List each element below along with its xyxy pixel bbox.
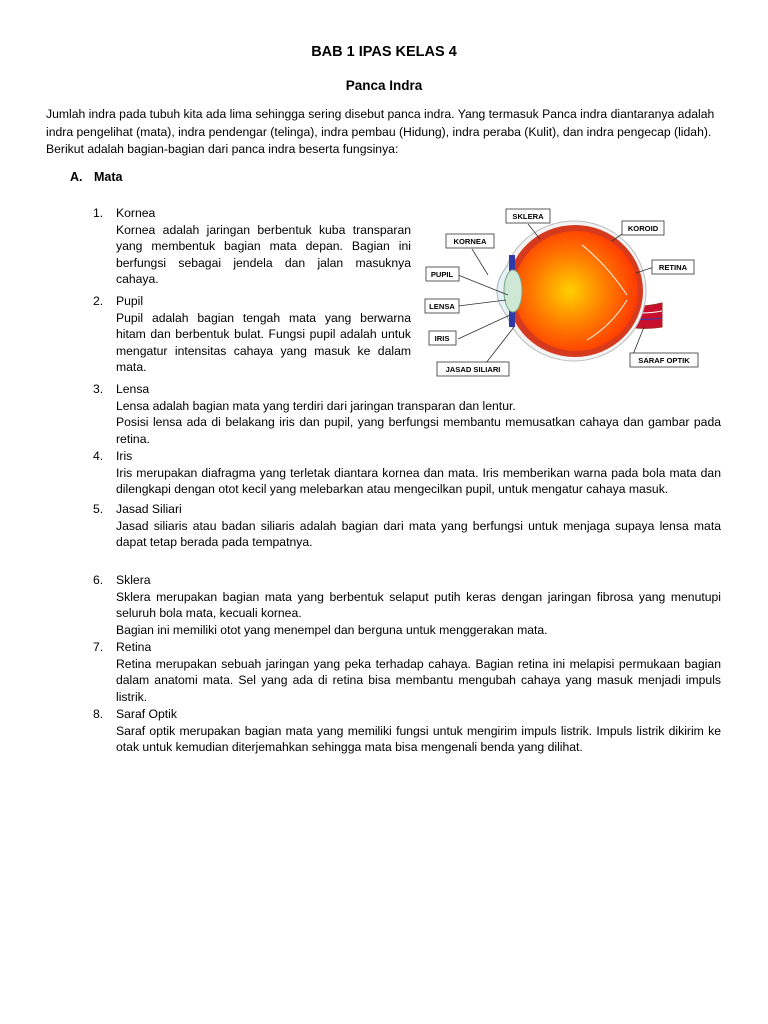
- item-title: Jasad Siliari: [116, 502, 182, 516]
- item-paragraph: Sklera merupakan bagian mata yang berbentuk selaput putih keras dengan jaringan fibrosa yang menutupi seluruh bola mata, kecuali kornea.: [116, 589, 721, 621]
- label-text: LENSA: [429, 302, 455, 311]
- label-kornea: [446, 234, 494, 248]
- section-title: Mata: [94, 170, 123, 184]
- label-text: KOROID: [627, 224, 659, 233]
- intro-paragraph: Jumlah indra pada tubuh kita ada lima sehingga sering disebut panca indra. Yang termasuk Panca indra diantaranya adalah indra pengelihat (mata), indra pendengar (telinga), indra pembau (Hidung), indra peraba (Kulit), dan indra pengecap (lidah). Berikut adalah bagian-bagian dari panca indra beserta fungsinya:: [46, 107, 715, 156]
- leader-iris: [458, 315, 510, 339]
- item-paragraph: Bagian ini memiliki otot yang menempel dan berguna untuk menggerakan mata.: [116, 622, 548, 637]
- item-body: [116, 723, 721, 756]
- label-text: PUPIL: [430, 270, 454, 279]
- item-title: Sklera: [116, 573, 151, 587]
- section-letter: A.: [70, 170, 83, 184]
- item-paragraph: Posisi lensa ada di belakang iris dan pupil, yang berfungsi membantu memusatkan cahaya dan gambar pada retina.: [116, 415, 721, 446]
- item-body: [116, 310, 411, 376]
- leader-jasad: [486, 327, 514, 363]
- label-text: SKLERA: [512, 212, 544, 221]
- item-body: [116, 222, 411, 288]
- item-title: Pupil: [116, 294, 144, 308]
- item-number: 2.: [93, 294, 104, 308]
- item-paragraph: Jasad siliaris atau badan siliaris adalah bagian dari mata yang berfungsi untuk menjaga supaya lensa mata dapat tetap berada pada tempatnya.: [116, 518, 721, 550]
- item-number: 1.: [93, 206, 104, 220]
- item-number: 6.: [93, 573, 104, 587]
- item-paragraph: Iris merupakan diafragma yang terletak diantara kornea dan mata. Iris memberikan warna pada bola mata dan dilengkapi dengan otot kecil yang melebarkan atau mengecilkan pupil, untuk mengatur cahaya masuk.: [116, 465, 721, 497]
- item-paragraph: Pupil adalah bagian tengah mata yang berwarna hitam dan berbentuk bulat. Fungsi pupil adalah untuk mengatur intensitas cahaya yang masuk ke dalam mata.: [116, 310, 411, 375]
- item-title: Iris: [116, 449, 133, 463]
- label-text: IRIS: [434, 334, 450, 343]
- item-body: [116, 398, 721, 448]
- label-sklera: [506, 209, 550, 223]
- label-koroid: [622, 221, 664, 235]
- item-number: 7.: [93, 640, 104, 654]
- item-paragraph: Retina merupakan sebuah jaringan yang peka terhadap cahaya. Bagian retina ini melapisi permukaan bagian dalam anatomi mata. Sel yang ada di retina bisa membantu mengubah cahaya yang masuk menjadi impuls listrik.: [116, 656, 721, 704]
- page-title: BAB 1 IPAS KELAS 4: [311, 44, 457, 60]
- section-heading: [70, 170, 122, 184]
- label-text: KORNEA: [453, 237, 487, 246]
- item-paragraph: Lensa adalah bagian mata yang terdiri dari jaringan transparan dan lentur.: [116, 398, 516, 413]
- item-number: 4.: [93, 449, 104, 463]
- item-body: [116, 589, 721, 639]
- label-iris: [429, 331, 456, 345]
- item-title: Lensa: [116, 382, 150, 396]
- item-paragraph: Saraf optik merupakan bagian mata yang memiliki fungsi untuk mengirim impuls listrik. Impuls listrik dikirim ke otak untuk kemudian diterjemahkan sehingga mata bisa mengenali benda yang dilihat.: [116, 723, 721, 755]
- item-title: Retina: [116, 640, 152, 654]
- lens-shape: [504, 270, 522, 312]
- page-subtitle: Panca Indra: [345, 78, 423, 93]
- leader-kornea: [472, 249, 488, 275]
- label-text: RETINA: [658, 263, 688, 272]
- leader-saraf: [632, 327, 644, 357]
- item-title: Saraf Optik: [116, 707, 177, 721]
- vitreous-shape: [514, 231, 638, 351]
- item-number: 8.: [93, 707, 104, 721]
- item-number: 3.: [93, 382, 104, 396]
- label-text: SARAF OPTIK: [638, 356, 690, 365]
- label-retina: [652, 260, 694, 274]
- eye-diagram: [422, 205, 704, 380]
- item-body: [116, 656, 721, 706]
- item-title: Kornea: [116, 206, 156, 220]
- label-saraf-optik: [630, 353, 698, 367]
- item-body: [116, 518, 721, 551]
- label-jasad-siliari: [437, 362, 509, 376]
- label-lensa: [425, 299, 459, 313]
- item-body: [116, 465, 721, 498]
- label-pupil: [426, 267, 459, 281]
- item-number: 5.: [93, 502, 104, 516]
- label-text: JASAD SILIARI: [445, 365, 501, 374]
- item-paragraph: Kornea adalah jaringan berbentuk kuba transparan yang membentuk bagian mata depan. Bagian ini berfungsi sebagai jendela dan jalan masuknya cahaya.: [116, 222, 411, 287]
